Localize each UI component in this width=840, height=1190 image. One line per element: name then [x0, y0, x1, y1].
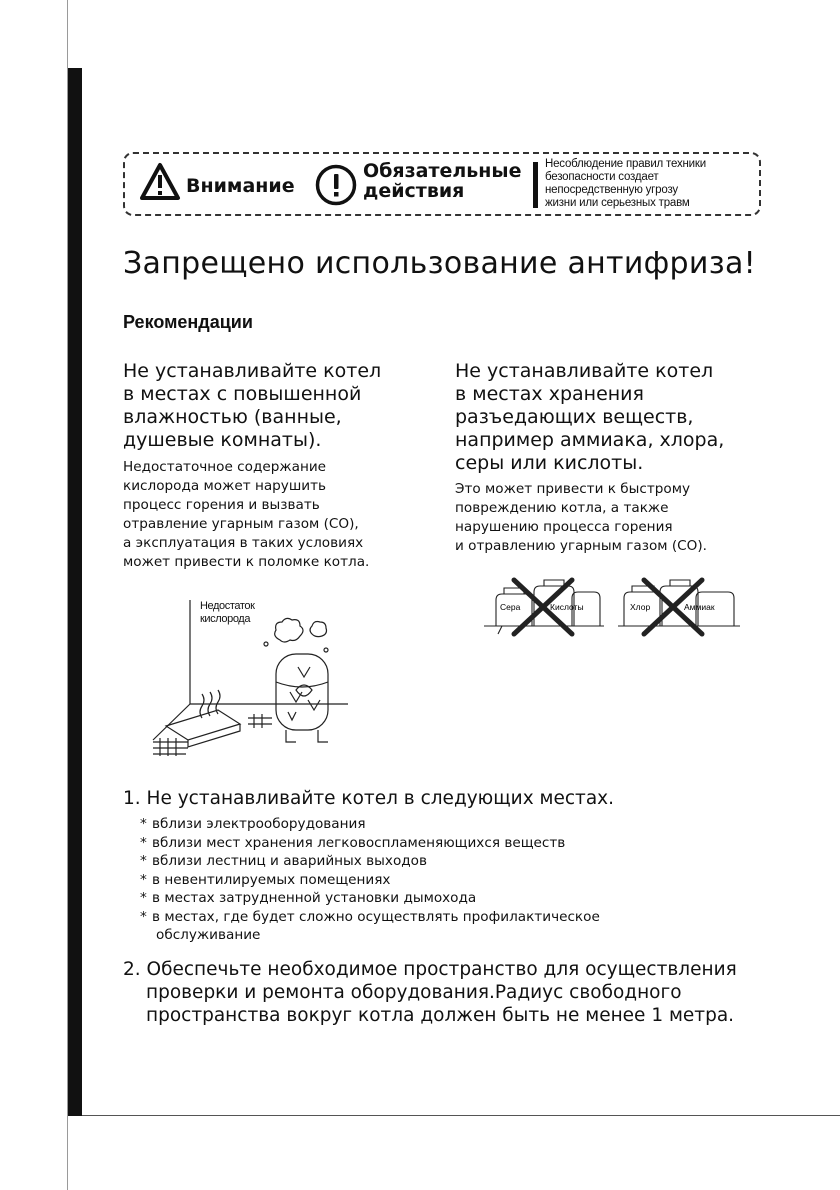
warning-label: Внимание: [186, 175, 295, 197]
section1-heading: 1. Не устанавливайте котел в следующих местах.: [123, 788, 614, 809]
ammonia-label: Аммиак: [684, 602, 715, 612]
chemicals-prohibited-illustration: [484, 570, 824, 640]
warning-triangle-icon: [139, 162, 181, 202]
section1-bullet-list: [140, 815, 600, 945]
section2-text: 2. Обеспечьте необходимое пространство для осуществления проверки и ремонта оборудования.Радиус свободного пространства вокруг котла должен быть не менее 1 метра.: [123, 959, 737, 1026]
acids-label: Кислоты: [550, 602, 584, 612]
list-item: * вблизи лестниц и аварийных выходов: [140, 853, 427, 869]
mandatory-action-icon: [315, 164, 357, 206]
section-subtitle: Рекомендации: [123, 312, 253, 332]
list-item: * вблизи электрооборудования: [140, 816, 366, 832]
humidity-warning-heading: Не устанавливайте котел в местах с повышенной влажностью (ванные, душевые комнаты).: [123, 360, 382, 451]
oxygen-shortage-label: Недостаток кислорода: [200, 600, 255, 625]
safety-legend: [123, 152, 761, 216]
list-item: * в местах, где будет сложно осуществлять профилактическое: [140, 908, 600, 925]
humidity-warning-body: Недостаточное содержание кислорода может нарушить процесс горения и вызвать отравление угарным газом (СО), а эксплуатация в таких условиях может привести к поломке котла.: [123, 459, 370, 570]
oxygen-shortage-illustration: [148, 592, 368, 758]
mandatory-label: Обязательные действия: [363, 160, 522, 202]
corrosive-warning-body: Это может привести к быстрому повреждению котла, а также нарушению процесса горения и отравлению угарным газом (СО).: [455, 481, 707, 554]
corrosive-warning-heading: Не устанавливайте котел в местах хранения разъедающих веществ, например аммиака, хлора, серы или кислоты.: [455, 360, 725, 474]
legend-divider: [533, 162, 538, 208]
list-item: * вблизи мест хранения легковоспламеняющихся веществ: [140, 834, 566, 851]
page-title: Запрещено использование антифриза!: [123, 246, 756, 281]
chlorine-label: Хлор: [630, 602, 651, 612]
list-item: * в местах затрудненной установки дымохода: [140, 890, 477, 906]
list-item: * в невентилируемых помещениях: [140, 871, 391, 888]
list-item-continuation: обслуживание: [156, 927, 261, 943]
sulfur-label: Сера: [500, 602, 521, 612]
page-binding-bar: [68, 68, 82, 1116]
legend-note: Несоблюдение правил техники безопасности создает непосредственную угрозу жизни или серьезных травм: [545, 158, 706, 209]
page-bottom-rule: [82, 1115, 840, 1116]
